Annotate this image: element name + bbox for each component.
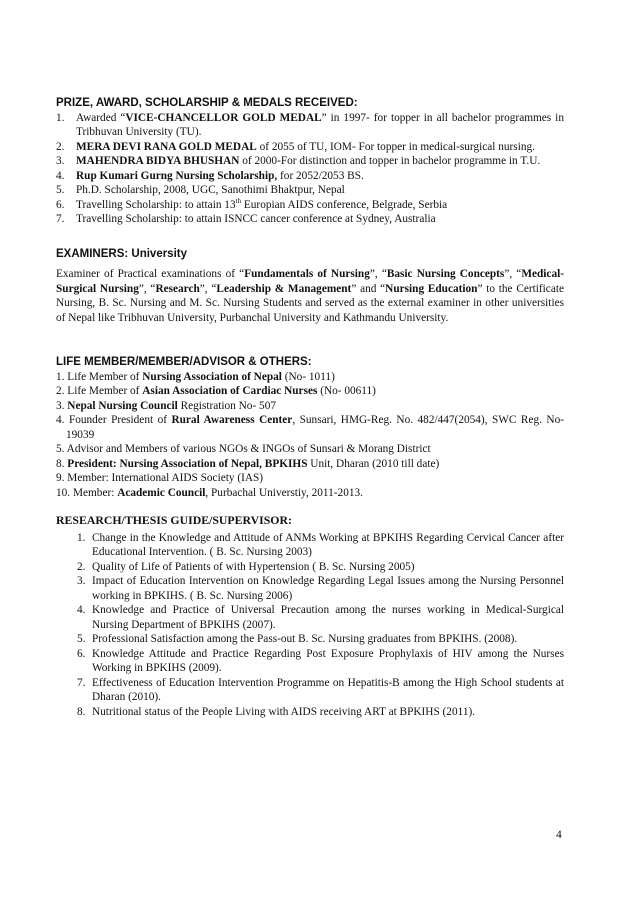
list-item: 4. Founder President of Rural Awareness Center, Sunsari, HMG-Reg. No. 482/447(2054), SWC Reg. No-19039 [56, 414, 564, 441]
prizes-heading: PRIZE, AWARD, SCHOLARSHIP & MEDALS RECEIVED: [56, 97, 358, 109]
list-item: 8. Nutritional status of the People Living with AIDS receiving ART at BPKIHS (2011). [77, 705, 476, 718]
examiners-heading: EXAMINERS: University [56, 247, 188, 260]
list-item: 5. Advisor and Members of various NGOs & INGOs of Sunsari & Morang District [56, 443, 431, 455]
list-item: 3. Nepal Nursing Council Registration No- 507 [56, 399, 276, 412]
list-item: 1. Awarded “VICE-CHANCELLOR GOLD MEDAL” in 1997- for topper in all bachelor programmes in Tribhuvan University (TU). [56, 111, 564, 138]
list-item: 7. Effectiveness of Education Intervention Programme on Hepatitis-B among the High School students at Dharan (2010). [77, 676, 564, 703]
list-item: 1. Change in the Knowledge and Attitude of ANMs Working at BPKIHS Regarding Cervical Cancer after Educational Intervention. ( B. Sc. Nursing 2003) [77, 531, 564, 558]
list-item: 1. Life Member of Nursing Association of Nepal (No- 1011) [56, 370, 335, 383]
list-item: 5. Ph.D. Scholarship, 2008, UGC, Sanothimi Bhaktpur, Nepal [56, 184, 345, 196]
list-item: 4. Knowledge and Practice of Universal Precaution among the nurses working in Medical-Surgical Nursing Department of BPKIHS (2007). [77, 604, 564, 631]
life-member-list [56, 370, 564, 501]
prizes-list [56, 111, 564, 227]
list-item: 2. Quality of Life of Patients of with Hypertension ( B. Sc. Nursing 2005) [77, 560, 415, 573]
list-item: 9. Member: International AIDS Society (IAS) [56, 472, 264, 484]
list-item: 7. Travelling Scholarship: to attain ISNCC cancer conference at Sydney, Australia [56, 213, 436, 225]
list-item: 2. MERA DEVI RANA GOLD MEDAL of 2055 of TU, IOM- For topper in medical-surgical nursing. [56, 140, 535, 153]
list-item: 3. MAHENDRA BIDYA BHUSHAN of 2000-For distinction and topper in bachelor programme in T.U. [56, 155, 541, 167]
document-page [56, 96, 564, 719]
life-member-heading: LIFE MEMBER/MEMBER/ADVISOR & OTHERS: [56, 356, 312, 368]
list-item: 6. Travelling Scholarship: to attain 13th Europian AIDS conference, Belgrade, Serbia [56, 196, 448, 211]
list-item: 10. Member: Academic Council, Purbachal Universtiy, 2011-2013. [56, 486, 363, 499]
list-item: 8. President: Nursing Association of Nepal, BPKIHS Unit, Dharan (2010 till date) [56, 457, 440, 470]
list-item: 5. Professional Satisfaction among the Pass-out B. Sc. Nursing graduates from BPKIHS. (2008). [77, 633, 518, 645]
list-item: 4. Rup Kumari Gurng Nursing Scholarship, for 2052/2053 BS. [56, 169, 364, 182]
list-item: 6. Knowledge Attitude and Practice Regarding Post Exposure Prophylaxis of HIV among the Nurses Working in BPKIHS (2009). [77, 647, 564, 674]
list-item: 2. Life Member of Asian Association of Cardiac Nurses (No- 00611) [56, 385, 376, 397]
research-list [56, 531, 564, 720]
examiners-paragraph: Examiner of Practical examinations of “Fundamentals of Nursing”, “Basic Nursing Concepts”, “Medical-Surgical Nursing”, “Research”, “Leadership & Management” and “Nursing Education” to the Certificate Nursing, B. Sc. Nursing and M. Sc. Nursing Students and served as the external examiner in other universities of Nepal like Tribhuvan University, Purbanchal University and Kathmandu University. [56, 268, 564, 324]
page-number: 4 [556, 829, 562, 841]
list-item: 3. Impact of Education Intervention on Knowledge Regarding Legal Issues among the Nursing Personnel working in BPKIHS. ( B. Sc. Nursing 2006) [77, 575, 564, 602]
research-heading: RESEARCH/THESIS GUIDE/SUPERVISOR: [56, 513, 292, 527]
